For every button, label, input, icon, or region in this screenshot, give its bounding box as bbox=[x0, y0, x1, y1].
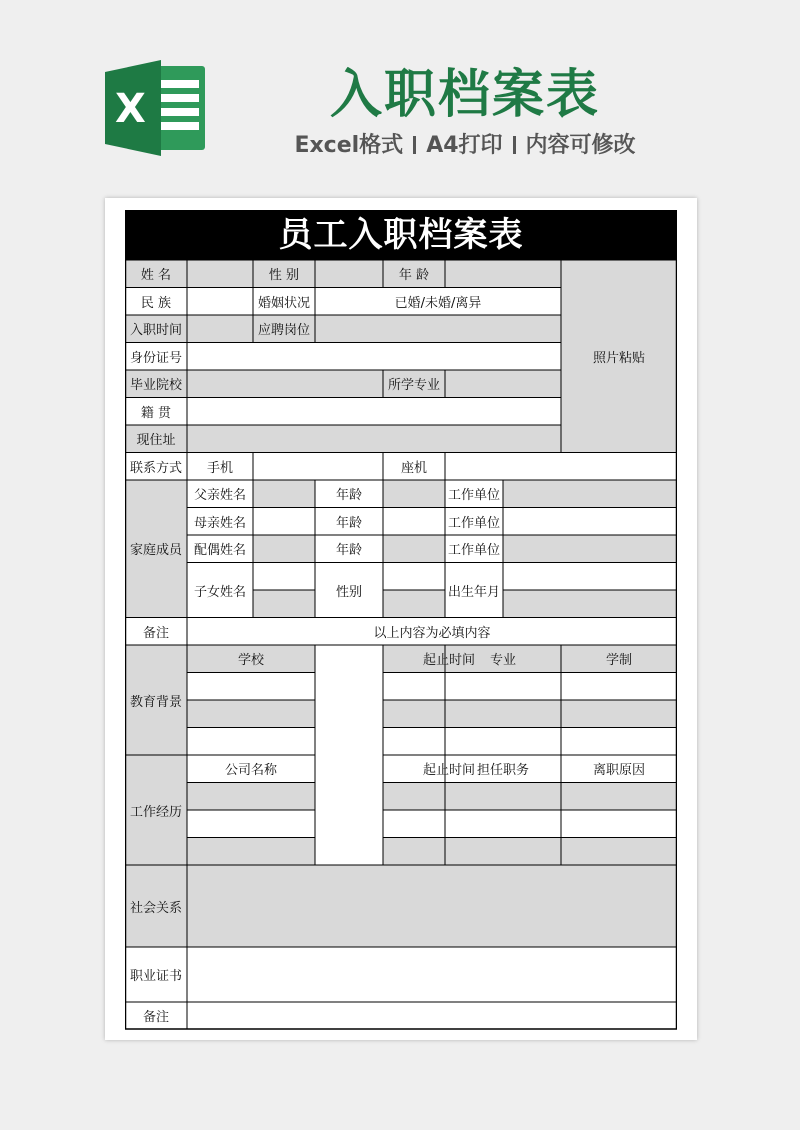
child-name-label: 子女姓名 bbox=[193, 584, 246, 600]
father-employer-label: 工作单位 bbox=[447, 488, 500, 504]
mother-name-field[interactable] bbox=[253, 508, 315, 536]
work-column-header: 离职原因 bbox=[592, 763, 645, 779]
address-field[interactable] bbox=[187, 425, 561, 453]
work-cell[interactable] bbox=[561, 838, 677, 866]
mobile-field[interactable] bbox=[253, 453, 383, 481]
work-column-header: 起止时间 bbox=[422, 763, 475, 779]
hire-date-field[interactable] bbox=[187, 315, 253, 343]
photo-area: 照片粘贴 bbox=[592, 350, 645, 366]
spouse-employer-field[interactable] bbox=[503, 535, 677, 563]
father-age-field[interactable] bbox=[383, 480, 445, 508]
name-label: 姓 名 bbox=[140, 268, 172, 284]
work-cell[interactable] bbox=[561, 810, 677, 838]
work-cell[interactable] bbox=[445, 838, 561, 866]
education-label: 教育背景 bbox=[129, 694, 182, 710]
page-title: 入职档案表 bbox=[329, 65, 600, 125]
child-birth-label: 出生年月 bbox=[447, 584, 500, 600]
school-label: 毕业院校 bbox=[129, 378, 182, 394]
family-label: 家庭成员 bbox=[129, 543, 182, 559]
work-column-header: 担任职务 bbox=[476, 763, 529, 779]
mother-employer-field[interactable] bbox=[503, 508, 677, 536]
work-cell[interactable] bbox=[561, 783, 677, 811]
age-label: 年 龄 bbox=[398, 268, 430, 284]
child-gender-field-1[interactable] bbox=[383, 563, 445, 591]
education-column-header: 专业 bbox=[489, 653, 516, 669]
subtitle-editable: 内容可修改 bbox=[525, 133, 636, 158]
education-cell[interactable] bbox=[561, 728, 677, 756]
note-text: 以上内容为必填内容 bbox=[373, 625, 491, 641]
page-subtitle bbox=[250, 128, 680, 159]
child-birth-field-1[interactable] bbox=[503, 563, 677, 591]
id-number-field[interactable] bbox=[187, 343, 561, 371]
education-cell[interactable] bbox=[187, 728, 315, 756]
education-cell[interactable] bbox=[187, 673, 315, 701]
separator bbox=[413, 136, 416, 154]
school-field[interactable] bbox=[187, 370, 383, 398]
ethnicity-field[interactable] bbox=[187, 288, 253, 316]
education-column-header: 学制 bbox=[605, 653, 632, 669]
position-field[interactable] bbox=[315, 315, 561, 343]
work-column-header: 公司名称 bbox=[224, 763, 277, 779]
native-place-label: 籍 贯 bbox=[140, 405, 172, 421]
major-field[interactable] bbox=[445, 370, 561, 398]
education-cell[interactable] bbox=[187, 700, 315, 728]
landline-label: 座机 bbox=[400, 460, 427, 476]
landline-field[interactable] bbox=[445, 453, 677, 481]
spouse-employer-label: 工作单位 bbox=[447, 543, 500, 559]
note-label: 备注 bbox=[142, 625, 169, 641]
gender-field[interactable] bbox=[315, 260, 383, 288]
position-label: 应聘岗位 bbox=[257, 323, 310, 339]
gender-label: 性 别 bbox=[268, 268, 300, 284]
education-column-header: 起止时间 bbox=[422, 653, 475, 669]
social-relations-field[interactable] bbox=[187, 865, 677, 947]
education-column-header: 学校 bbox=[237, 653, 264, 669]
father-employer-field[interactable] bbox=[503, 480, 677, 508]
onboarding-form bbox=[125, 210, 677, 1030]
spouse-age-label: 年龄 bbox=[335, 543, 362, 559]
form-title: 员工入职档案表 bbox=[125, 210, 677, 260]
child-name-field-1[interactable] bbox=[253, 563, 315, 591]
education-cell[interactable] bbox=[445, 700, 561, 728]
mother-employer-label: 工作单位 bbox=[447, 515, 500, 531]
native-place-field[interactable] bbox=[187, 398, 561, 426]
mother-age-label: 年龄 bbox=[335, 515, 362, 531]
child-birth-field-2[interactable] bbox=[503, 590, 677, 618]
spouse-name-label: 配偶姓名 bbox=[193, 543, 246, 559]
hire-date-label: 入职时间 bbox=[129, 323, 182, 339]
education-cell[interactable] bbox=[445, 728, 561, 756]
child-name-field-2[interactable] bbox=[253, 590, 315, 618]
work-cell[interactable] bbox=[187, 810, 315, 838]
social-relations-label: 社会关系 bbox=[129, 900, 182, 916]
document-page bbox=[105, 198, 697, 1040]
major-label: 所学专业 bbox=[387, 378, 440, 394]
mother-age-field[interactable] bbox=[383, 508, 445, 536]
separator bbox=[513, 136, 516, 154]
work-cell[interactable] bbox=[187, 783, 315, 811]
certificate-field[interactable] bbox=[187, 947, 677, 1002]
child-gender-field-2[interactable] bbox=[383, 590, 445, 618]
note2-field[interactable] bbox=[187, 1002, 677, 1029]
work-label: 工作经历 bbox=[129, 804, 182, 820]
certificate-label: 职业证书 bbox=[129, 969, 182, 984]
spouse-name-field[interactable] bbox=[253, 535, 315, 563]
mobile-label: 手机 bbox=[206, 460, 233, 476]
id-number-label: 身份证号 bbox=[129, 350, 182, 366]
name-field[interactable] bbox=[187, 260, 253, 288]
work-cell[interactable] bbox=[187, 838, 315, 866]
svg-text:X: X bbox=[115, 86, 146, 132]
father-age-label: 年龄 bbox=[335, 488, 362, 504]
spouse-age-field[interactable] bbox=[383, 535, 445, 563]
education-cell[interactable] bbox=[561, 700, 677, 728]
note2-label: 备注 bbox=[142, 1010, 169, 1025]
education-cell[interactable] bbox=[561, 673, 677, 701]
contact-label: 联系方式 bbox=[129, 460, 182, 476]
father-name-field[interactable] bbox=[253, 480, 315, 508]
excel-icon bbox=[105, 58, 207, 158]
age-field[interactable] bbox=[445, 260, 561, 288]
father-name-label: 父亲姓名 bbox=[193, 488, 246, 504]
education-cell[interactable] bbox=[445, 673, 561, 701]
subtitle-print: A4打印 bbox=[426, 133, 503, 158]
work-cell[interactable] bbox=[445, 783, 561, 811]
work-cell[interactable] bbox=[445, 810, 561, 838]
subtitle-format: Excel格式 bbox=[294, 133, 404, 158]
child-gender-label: 性别 bbox=[335, 584, 362, 600]
mother-name-label: 母亲姓名 bbox=[193, 515, 246, 531]
address-label: 现住址 bbox=[136, 433, 176, 449]
marital-status-options: 已婚/未婚/离异 bbox=[394, 295, 482, 311]
ethnicity-label: 民 族 bbox=[140, 295, 172, 311]
marital-status-label: 婚姻状况 bbox=[257, 295, 310, 311]
